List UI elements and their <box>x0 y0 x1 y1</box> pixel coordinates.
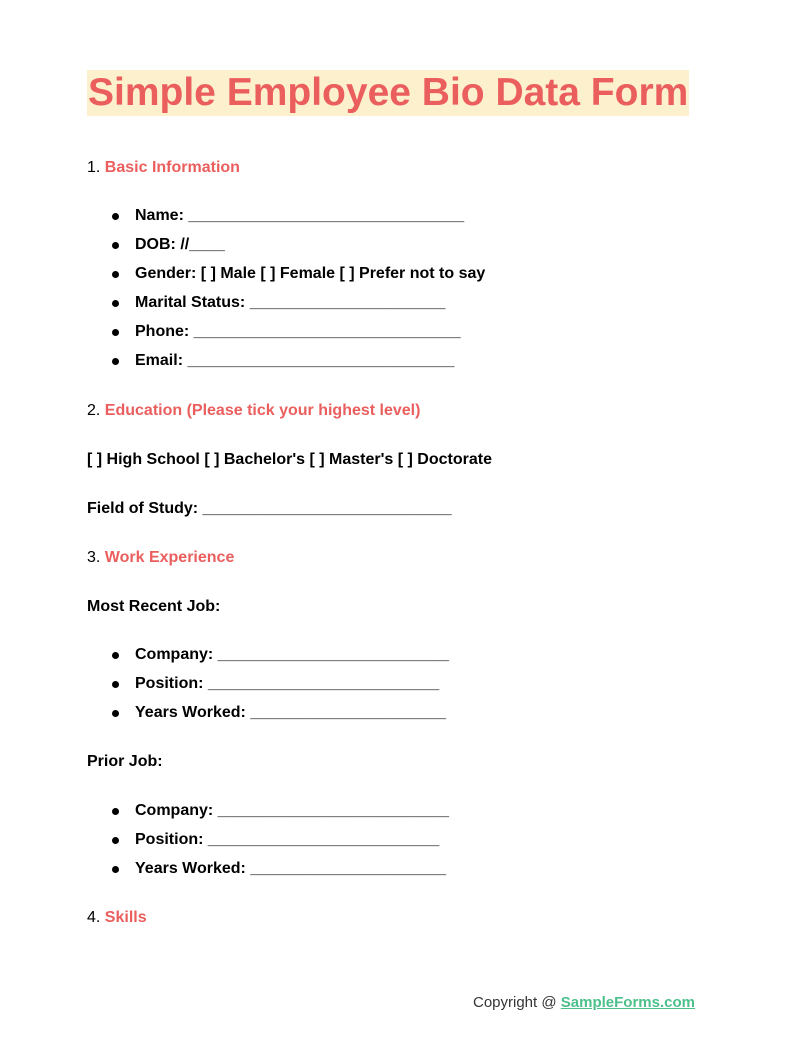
sampleforms-link[interactable]: SampleForms.com <box>560 994 695 1011</box>
education-levels: [ ] High School [ ] Bachelor's [ ] Master's [ ] Doctorate <box>87 451 492 468</box>
recent-job-list <box>87 645 449 732</box>
section-number: 1. <box>87 159 101 176</box>
list-item: Phone: ______________________________ <box>87 322 485 351</box>
list-item: Email: ______________________________ <box>87 351 485 380</box>
prior-job-list <box>87 801 449 888</box>
footer <box>473 994 695 1011</box>
prior-job-label: Prior Job: <box>87 753 163 770</box>
field-of-study: Field of Study: ____________________________ <box>87 500 452 517</box>
page-title: Simple Employee Bio Data Form <box>88 71 689 114</box>
section-title: Basic Information <box>104 159 240 176</box>
section-heading-basic <box>87 158 240 178</box>
section-title: Skills <box>104 909 147 926</box>
list-item: Position: __________________________ <box>87 674 449 703</box>
list-item: Name: _______________________________ <box>87 206 485 235</box>
section-title: Work Experience <box>104 549 235 566</box>
list-item: Gender: [ ] Male [ ] Female [ ] Prefer not to say <box>87 264 485 293</box>
list-item: Years Worked: ______________________ <box>87 859 449 888</box>
section-heading-skills <box>87 908 147 928</box>
list-item: DOB: //____ <box>87 235 485 264</box>
list-item: Marital Status: ______________________ <box>87 293 485 322</box>
section-number: 4. <box>87 909 101 926</box>
section-number: 2. <box>87 402 101 419</box>
list-item: Company: __________________________ <box>87 645 449 674</box>
list-item: Company: __________________________ <box>87 801 449 830</box>
section-heading-work <box>87 548 234 568</box>
copyright-text: Copyright @ <box>473 994 561 1011</box>
basic-info-list <box>87 206 485 380</box>
recent-job-label: Most Recent Job: <box>87 598 221 615</box>
section-heading-education <box>87 401 420 421</box>
section-title: Education (Please tick your highest level) <box>104 402 421 419</box>
list-item: Position: __________________________ <box>87 830 449 859</box>
section-number: 3. <box>87 549 101 566</box>
list-item: Years Worked: ______________________ <box>87 703 449 732</box>
